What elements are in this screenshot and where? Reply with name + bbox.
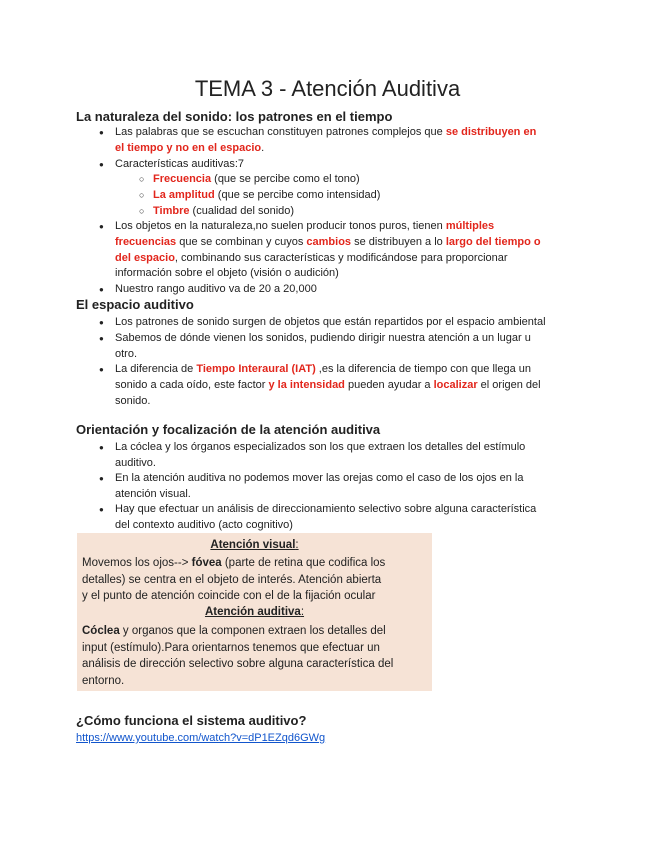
page-title: TEMA 3 - Atención Auditiva [194,76,461,101]
sub-bullet-icon: ○ [139,190,145,200]
bullet-icon: ● [99,365,104,374]
note-heading-auditory: Atención auditiva: [204,606,305,618]
section-heading-auditory-space: El espacio auditivo [76,297,194,312]
bullet-icon: ● [99,505,104,514]
bullet-icon: ● [99,318,104,327]
bullet-sound-direction: Sabemos de dónde vienen los sonidos, pudiendo dirigir nuestra atención a un lugar u otro. [115,332,531,360]
bullet-icon: ● [99,474,104,483]
sub-bullet-icon: ○ [139,174,145,184]
sub-bullet-amplitude: La amplitud (que se percibe como intensidad) [153,189,381,201]
sub-bullet-frequency: Frecuencia (que se percibe como el tono) [153,173,360,185]
bullet-hearing-range: Nuestro rango auditivo va de 20 a 20,000 [115,283,317,295]
bullet-interaural-time: La diferencia de Tiempo Interaural (IAT) ,es la diferencia de tiempo con que llega un sonido a cada oído, este factor y la intensidad pueden ayudar a localizar el origen del sonido. [115,363,541,407]
bullet-ears-movement: En la atención auditiva no podemos mover las orejas como el caso de los ojos en la atención visual. [115,472,524,500]
bullet-icon: ● [99,334,104,343]
section-heading-orientation: Orientación y focalización de la atención auditiva [76,422,381,437]
bullet-natural-objects: Los objetos en la naturaleza,no suelen producir tonos puros, tienen múltiples frecuencias que se combinan y cuyos cambios se distribuyen a lo largo del tiempo o del espacio, combinando sus características y modificándose para proporcionar información sobre el objeto (visión o audición) [115,220,541,280]
bullet-sound-patterns: Los patrones de sonido surgen de objetos que están repartidos por el espacio ambiental [115,316,546,328]
bullet-icon: ● [99,128,104,137]
bullet-selective-analysis: Hay que efectuar un análisis de direccionamiento selectivo sobre alguna característica del contexto auditivo (acto cognitivo) [115,503,537,531]
sub-bullet-icon: ○ [139,206,145,216]
sub-bullet-timbre: Timbre (cualidad del sonido) [153,205,295,217]
note-heading-visual: Atención visual: [210,539,299,551]
bullet-words-patterns: Las palabras que se escuchan constituyen patrones complejos que se distribuyen en el tiempo y no en el espacio. [115,126,537,154]
highlighted-note-box [77,533,432,691]
note-paragraph-auditory: Cóclea y organos que la componen extraen los detalles del input (estímulo).Para orientarnos tenemos que efectuar un análisis de dirección selectivo sobre alguna característica del entorno. [82,625,394,687]
bullet-icon: ● [99,285,104,294]
bullet-auditory-features: Características auditivas:7 [115,158,244,170]
section-heading-auditory-system: ¿Cómo funciona el sistema auditivo? [76,713,307,728]
bullet-icon: ● [99,160,104,169]
youtube-link[interactable]: https://www.youtube.com/watch?v=dP1EZqd6GWg [76,732,326,744]
bullet-icon: ● [99,222,104,231]
bullet-icon: ● [99,443,104,452]
bullet-cochlea: La cóclea y los órganos especializados son los que extraen los detalles del estímulo auditivo. [115,441,526,469]
note-paragraph-visual: Movemos los ojos--> fóvea (parte de retina que codifica los detalles) se centra en el objeto de interés. Atención abierta y el punto de atención coincide con el de la fijación ocular [82,557,386,603]
section-heading-sound-nature: La naturaleza del sonido: los patrones en el tiempo [76,109,393,124]
